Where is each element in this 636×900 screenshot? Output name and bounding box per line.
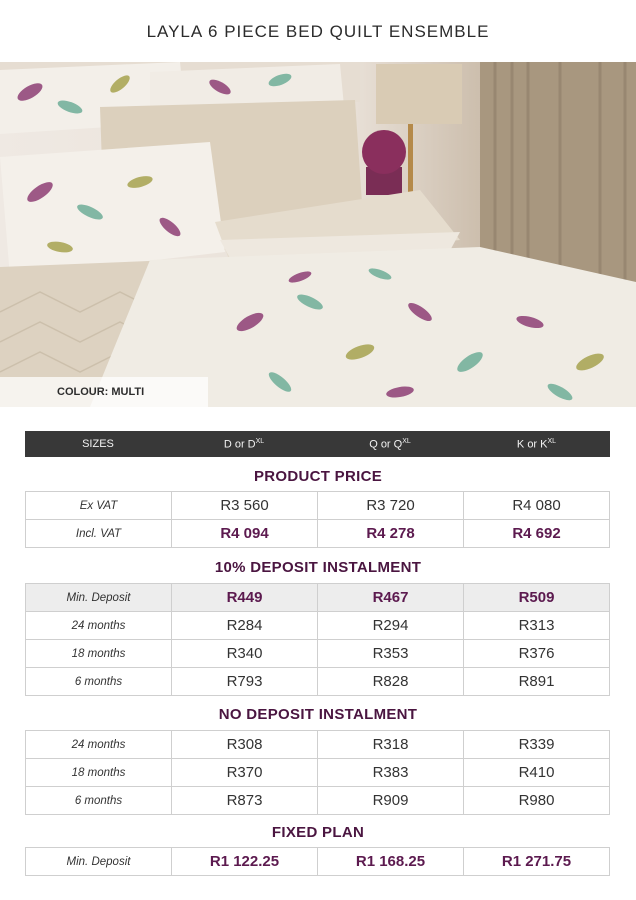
price-cell: R353 [318,640,464,668]
price-cell: R449 [172,584,318,612]
price-cell: R909 [318,787,464,815]
price-cell: R294 [318,612,464,640]
price-cell: R4 094 [172,520,318,548]
price-cell: R793 [172,668,318,696]
colour-label: COLOUR: MULTI [0,377,208,407]
price-cell: R980 [464,787,610,815]
price-cell: R3 720 [318,492,464,520]
price-cell: R891 [464,668,610,696]
row-label: 6 months [26,787,172,815]
price-cell: R383 [318,759,464,787]
price-cell: R340 [172,640,318,668]
fixed-plan-table [25,847,610,876]
price-cell: R509 [464,584,610,612]
price-cell: R1 122.25 [172,848,318,876]
no-deposit-instalment-title: NO DEPOSIT INSTALMENT [218,706,418,723]
row-label: 6 months [26,668,172,696]
table-row [26,584,610,612]
price-cell: R4 080 [464,492,610,520]
deposit-instalment-table [25,583,610,696]
no-deposit-instalment-table [25,730,610,815]
page-title: LAYLA 6 PIECE BED QUILT ENSEMBLE [146,22,490,41]
table-row [26,520,610,548]
row-label: Min. Deposit [26,848,172,876]
deposit-instalment-title: 10% DEPOSIT INSTALMENT [214,559,422,576]
price-cell: R313 [464,612,610,640]
table-row [26,492,610,520]
bedroom-illustration [0,62,636,407]
product-photo [0,62,636,407]
price-cell: R318 [318,731,464,759]
price-cell: R4 692 [464,520,610,548]
table-row [26,787,610,815]
price-cell: R376 [464,640,610,668]
product-price-table [25,491,610,548]
table-row [26,848,610,876]
price-cell: R828 [318,668,464,696]
table-row [26,640,610,668]
price-cell: R467 [318,584,464,612]
row-label: 24 months [26,731,172,759]
price-cell: R308 [172,731,318,759]
row-label: 18 months [26,640,172,668]
table-row [26,759,610,787]
table-row [26,612,610,640]
table-row [26,668,610,696]
fixed-plan-title: FIXED PLAN [271,824,365,841]
row-label: Min. Deposit [26,584,172,612]
price-cell: R1 168.25 [318,848,464,876]
price-cell: R339 [464,731,610,759]
price-cell: R410 [464,759,610,787]
price-cell: R873 [172,787,318,815]
price-cell: R4 278 [318,520,464,548]
table-row [26,731,610,759]
row-label: 24 months [26,612,172,640]
row-label: Incl. VAT [26,520,172,548]
product-price-title: PRODUCT PRICE [253,468,383,485]
price-cell: R3 560 [172,492,318,520]
size-queen-header: Q or $Q^{XL}$ [369,437,411,451]
sizes-header [25,431,610,457]
size-king-header: K or $K^{XL}$ [516,437,557,451]
price-cell: R1 271.75 [464,848,610,876]
sizes-header-label: SIZES [82,438,114,450]
price-cell: R370 [172,759,318,787]
size-double-header: D or $D^{XL}$ [223,437,265,451]
price-cell: R284 [172,612,318,640]
row-label: Ex VAT [26,492,172,520]
row-label: 18 months [26,759,172,787]
